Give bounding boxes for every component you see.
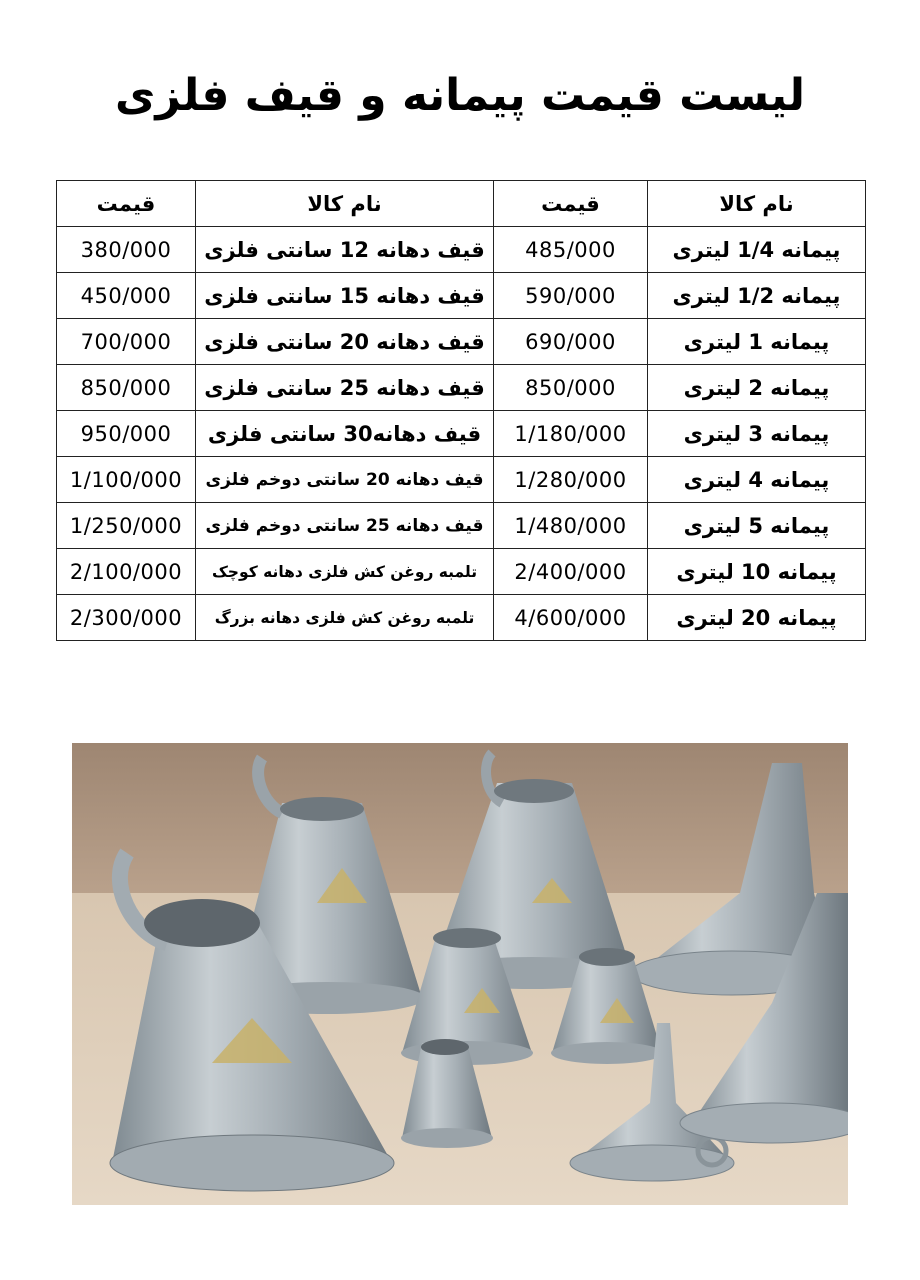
table-row bbox=[57, 595, 866, 641]
price-cell: 1/250/000 bbox=[57, 503, 196, 549]
price-cell: 4/600/000 bbox=[494, 595, 648, 641]
product-name-cell: پیمانه 3 لیتری bbox=[648, 411, 866, 457]
price-cell: 2/100/000 bbox=[57, 549, 196, 595]
product-name-cell: پیمانه 1/4 لیتری bbox=[648, 227, 866, 273]
price-cell: 950/000 bbox=[57, 411, 196, 457]
price-cell: 485/000 bbox=[494, 227, 648, 273]
product-name-cell: پیمانه 1/2 لیتری bbox=[648, 273, 866, 319]
price-cell: 850/000 bbox=[494, 365, 648, 411]
column-header-name-left: نام کالا bbox=[196, 181, 494, 227]
product-name-cell: تلمبه روغن کش فلزی دهانه کوچک bbox=[196, 549, 494, 595]
page-title: لیست قیمت پیمانه و قیف فلزی bbox=[115, 70, 805, 121]
price-cell: 1/100/000 bbox=[57, 457, 196, 503]
product-name-cell: قیف دهانه 20 سانتی فلزی bbox=[196, 319, 494, 365]
price-table bbox=[56, 180, 866, 641]
price-cell: 2/400/000 bbox=[494, 549, 648, 595]
product-photo bbox=[72, 743, 848, 1205]
table-row bbox=[57, 365, 866, 411]
price-cell: 1/180/000 bbox=[494, 411, 648, 457]
table-row bbox=[57, 273, 866, 319]
product-name-cell: پیمانه 10 لیتری bbox=[648, 549, 866, 595]
price-cell: 2/300/000 bbox=[57, 595, 196, 641]
table-row bbox=[57, 319, 866, 365]
product-name-cell: قیف دهانه 25 سانتی فلزی bbox=[196, 365, 494, 411]
column-header-name-right: نام کالا bbox=[648, 181, 866, 227]
table-row bbox=[57, 411, 866, 457]
price-cell: 700/000 bbox=[57, 319, 196, 365]
product-name-cell: پیمانه 5 لیتری bbox=[648, 503, 866, 549]
product-name-cell: قیف دهانه30 سانتی فلزی bbox=[196, 411, 494, 457]
table-row bbox=[57, 549, 866, 595]
price-cell: 590/000 bbox=[494, 273, 648, 319]
price-cell: 380/000 bbox=[57, 227, 196, 273]
product-name-cell: پیمانه 20 لیتری bbox=[648, 595, 866, 641]
price-cell: 1/280/000 bbox=[494, 457, 648, 503]
column-header-price-left: قیمت bbox=[57, 181, 196, 227]
column-header-price-right: قیمت bbox=[494, 181, 648, 227]
price-cell: 1/480/000 bbox=[494, 503, 648, 549]
price-cell: 450/000 bbox=[57, 273, 196, 319]
product-name-cell: پیمانه 4 لیتری bbox=[648, 457, 866, 503]
price-cell: 850/000 bbox=[57, 365, 196, 411]
product-name-cell: قیف دهانه 20 سانتی دوخم فلزی bbox=[196, 457, 494, 503]
product-name-cell: قیف دهانه 15 سانتی فلزی bbox=[196, 273, 494, 319]
table-header-row bbox=[57, 181, 866, 227]
product-name-cell: پیمانه 1 لیتری bbox=[648, 319, 866, 365]
product-name-cell: پیمانه 2 لیتری bbox=[648, 365, 866, 411]
product-name-cell: قیف دهانه 12 سانتی فلزی bbox=[196, 227, 494, 273]
product-name-cell: تلمبه روغن کش فلزی دهانه بزرگ bbox=[196, 595, 494, 641]
table-row bbox=[57, 503, 866, 549]
price-cell: 690/000 bbox=[494, 319, 648, 365]
table-row bbox=[57, 227, 866, 273]
table-row bbox=[57, 457, 866, 503]
product-name-cell: قیف دهانه 25 سانتی دوخم فلزی bbox=[196, 503, 494, 549]
